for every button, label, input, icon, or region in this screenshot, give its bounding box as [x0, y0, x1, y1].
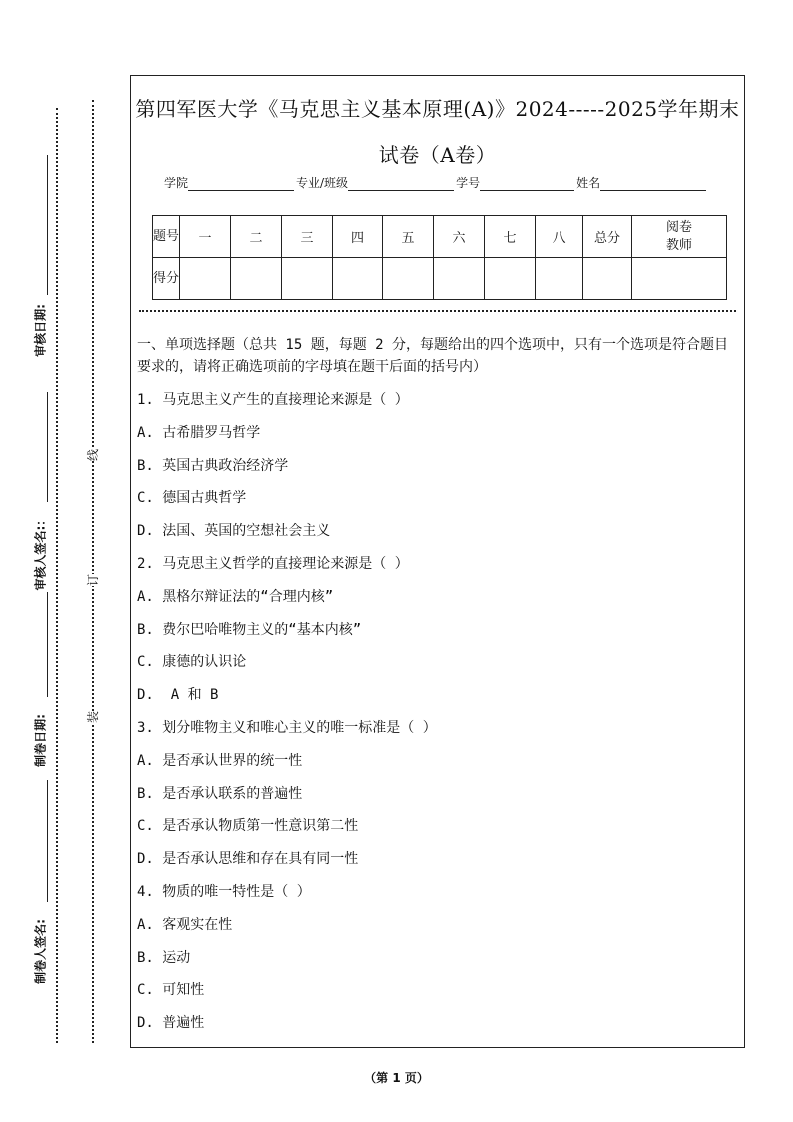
reviewer-sign-label: 审核人签名:：: [33, 513, 48, 591]
section-title: 一、单项选择题（总共 15 题，每题 2 分，每题给出的四个选项中，只有一个选项是符合题目要求的，请将正确选项前的字母填在题干后面的括号内）: [137, 337, 728, 375]
option-4c: C. 可知性: [137, 982, 205, 999]
exam-frame: [130, 75, 745, 1048]
binding-char-ding: 订: [86, 573, 101, 587]
exam-title-line1: 第四军医大学《马克思主义基本原理(A)》2024-----2025学年期末: [135, 97, 740, 121]
option-3c: C. 是否承认物质第一性意识第二性: [137, 818, 359, 835]
score-col-total: 总分: [583, 216, 632, 258]
make-date-label: 制卷日期:: [33, 714, 48, 767]
option-3a: A. 是否承认世界的统一性: [137, 752, 303, 769]
option-1c: C. 德国古典哲学: [137, 490, 247, 507]
option-2c: C. 康德的认识论: [137, 654, 247, 671]
score-cell-total[interactable]: [583, 258, 632, 300]
option-4b: B. 运动: [137, 949, 191, 966]
field-input-college[interactable]: [188, 178, 294, 191]
exam-title: [131, 86, 744, 178]
section-single-choice: [137, 334, 736, 1040]
score-col-2: 二: [231, 216, 282, 258]
score-table-header-label: 题号: [153, 216, 180, 258]
option-1b: B. 英国古典政治经济学: [137, 457, 289, 474]
score-col-5: 五: [383, 216, 434, 258]
question-2: 2. 马克思主义哲学的直接理论来源是（ ）: [137, 555, 409, 572]
score-cell-6[interactable]: [434, 258, 485, 300]
option-2d: D. A 和 B: [137, 687, 219, 704]
score-cell-7[interactable]: [485, 258, 536, 300]
binding-margin: [0, 0, 120, 1122]
question-3: 3. 划分唯物主义和唯心主义的唯一标准是（ ）: [137, 719, 437, 736]
binding-dotted-line-right: [92, 100, 94, 1043]
option-2a: A. 黑格尔辩证法的“合理内核”: [137, 588, 334, 605]
score-cell-reviewer[interactable]: [632, 258, 727, 300]
maker-sign-line: [47, 780, 48, 902]
question-1: 1. 马克思主义产生的直接理论来源是（ ）: [137, 392, 409, 408]
score-cell-2[interactable]: [231, 258, 282, 300]
review-date-line: [47, 155, 48, 295]
score-col-7: 七: [485, 216, 536, 258]
score-col-6: 六: [434, 216, 485, 258]
score-cell-1[interactable]: [180, 258, 231, 300]
reviewer-sign-line: [47, 392, 48, 502]
field-label-college: 学院: [164, 176, 189, 190]
option-4d: D. 普遍性: [137, 1015, 205, 1032]
make-date-line: [47, 592, 48, 697]
score-cell-5[interactable]: [383, 258, 434, 300]
binding-char-xian: 线: [86, 448, 101, 462]
score-col-4: 四: [333, 216, 383, 258]
score-table: [152, 215, 727, 300]
score-col-3: 三: [282, 216, 333, 258]
field-label-major-class: 专业/班级: [296, 176, 349, 190]
option-2b: B. 费尔巴哈唯物主义的“基本内核”: [137, 621, 362, 638]
option-1d: D. 法国、英国的空想社会主义: [137, 523, 331, 540]
option-1a: A. 古希腊罗马哲学: [137, 424, 261, 441]
score-cell-8[interactable]: [536, 258, 583, 300]
field-label-name: 姓名: [576, 176, 601, 190]
binding-dotted-line-left: [56, 108, 58, 1043]
score-col-reviewer: [632, 216, 727, 258]
page-number: （第 1 页）: [364, 1071, 429, 1085]
binding-char-zhuang: 装: [86, 710, 101, 724]
field-input-major-class[interactable]: [348, 178, 454, 191]
field-label-student-id: 学号: [456, 176, 481, 190]
maker-sign-label: 制卷人签名:: [33, 919, 48, 984]
header-divider: [139, 310, 736, 312]
field-input-name[interactable]: [600, 178, 706, 191]
field-input-student-id[interactable]: [480, 178, 574, 191]
reviewer-header-text: 阅卷教师: [665, 219, 692, 253]
option-4a: A. 客观实在性: [137, 916, 233, 933]
option-3b: B. 是否承认联系的普遍性: [137, 785, 303, 802]
score-col-8: 八: [536, 216, 583, 258]
question-4: 4. 物质的唯一特性是（ ）: [137, 883, 311, 900]
exam-title-line2: 试卷（A卷）: [378, 143, 497, 167]
score-cell-4[interactable]: [333, 258, 383, 300]
score-col-1: 一: [180, 216, 231, 258]
score-cell-3[interactable]: [282, 258, 333, 300]
option-3d: D. 是否承认思维和存在具有同一性: [137, 851, 359, 868]
score-row-label: 得分: [153, 258, 180, 300]
student-info-fields: [164, 174, 708, 191]
review-date-label: 审核日期:: [33, 304, 48, 357]
